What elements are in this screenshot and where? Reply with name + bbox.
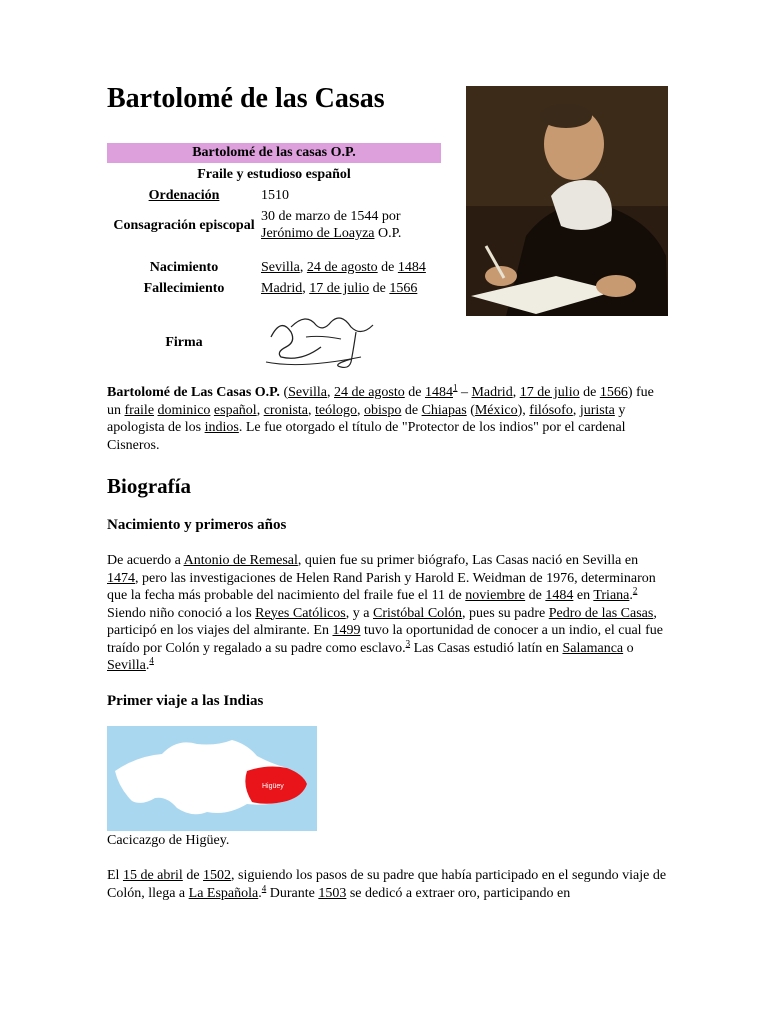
link-colon[interactable]: Cristóbal Colón — [372, 605, 463, 621]
ref-3[interactable]: 3 — [405, 637, 411, 648]
link-teologo[interactable]: teólogo — [315, 402, 358, 418]
link-triana[interactable]: Triana — [593, 588, 630, 603]
link-abril[interactable]: 15 de abril — [122, 868, 183, 883]
link-1484[interactable]: 1484 — [424, 385, 453, 400]
signature-drawing — [261, 307, 381, 373]
link-jurista[interactable]: jurista — [579, 402, 615, 418]
nacimiento-value: Sevilla, 24 de agosto de 1484 — [261, 260, 426, 275]
fallecimiento-label: Fallecimiento — [143, 281, 225, 296]
paragraph-primer-viaje: El 15 de abril de 1502, siguiendo los pasos de su padre que había participado en el segundo viaje de Colón, llega a La Española.$^4$ Durante 1503 se dedicó a extraer oro, participando en — [107, 868, 667, 901]
link-espanola[interactable]: La Española — [188, 885, 259, 901]
link-julio[interactable]: 17 de julio — [519, 385, 580, 400]
link-1484b[interactable]: 1484 — [545, 588, 574, 603]
link-madrid[interactable]: Madrid — [471, 385, 513, 400]
link-1566[interactable]: 1566 — [599, 385, 628, 400]
section-heading-biografia: Biografía — [107, 474, 191, 498]
fallecimiento-value: Madrid, 17 de julio de 1566 — [261, 281, 418, 296]
infobox-row-firma — [107, 307, 441, 377]
nacimiento-place-link[interactable]: Sevilla — [261, 260, 300, 275]
infobox-row-fallecimiento — [107, 278, 441, 299]
map-drawing — [107, 726, 317, 831]
map-region-label: Higüey — [262, 783, 284, 790]
link-espanol[interactable]: español — [213, 402, 257, 418]
link-filosofo[interactable]: filósofo — [529, 402, 573, 418]
link-dominico[interactable]: dominico — [157, 402, 211, 418]
link-1474[interactable]: 1474 — [107, 570, 135, 586]
portrait-drawing — [466, 86, 668, 316]
portrait-image — [466, 86, 668, 316]
infobox-row-consagracion — [107, 205, 441, 245]
loayza-link[interactable]: Jerónimo de Loayza — [261, 226, 375, 241]
infobox-header: Bartolomé de las casas O.P. — [107, 143, 441, 163]
subsection-heading-primer-viaje: Primer viaje a las Indias — [107, 693, 264, 709]
consagracion-value: 30 de marzo de 1544 por Jerónimo de Loayza O.P. — [261, 209, 402, 241]
link-reyes[interactable]: Reyes Católicos — [255, 605, 346, 621]
ref-2[interactable]: 2 — [632, 585, 638, 596]
signature-image — [261, 307, 441, 378]
map-image — [107, 726, 317, 831]
link-fraile[interactable]: fraile — [124, 402, 155, 418]
link-sevilla-2[interactable]: Sevilla — [107, 658, 146, 673]
link-1502[interactable]: 1502 — [203, 868, 232, 883]
link-mexico[interactable]: México — [474, 402, 518, 418]
ref-4[interactable]: 4 — [149, 655, 154, 666]
link-sevilla[interactable]: Sevilla — [288, 385, 327, 400]
infobox-subheader: Fraile y estudioso español — [197, 167, 351, 182]
fallecimiento-place-link[interactable]: Madrid — [261, 281, 303, 296]
infobox — [107, 143, 441, 377]
link-chiapas[interactable]: Chiapas — [421, 402, 467, 418]
fallecimiento-day-link[interactable]: 17 de julio — [309, 281, 370, 296]
intro-paragraph: Bartolomé de Las Casas O.P. (Sevilla, 24 de agosto de 1484$^1$ – Madrid, 17 de julio de 1566) fue un fraile dominico español, cronista, teólogo, obispo de Chiapas (México), filósofo, jurista y apologista de los indios. Le fue otorgado el título de "Protector de los indios" por el cardenal Cisneros. — [107, 382, 654, 453]
ordenacion-value: 1510 — [261, 187, 289, 203]
ordenacion-label[interactable]: Ordenación — [148, 187, 220, 203]
paragraph-nacimiento: De acuerdo a Antonio de Remesal, quien fue su primer biógrafo, Las Casas nació en Sevilla en 1474, pero las investigaciones de Helen Rand Parish y Harold E. Weidman de 1976, determinaron que la fecha más probable del nacimiento del fraile fue el 11 de noviembre de 1484 en Triana.$^2$ Siendo niño conoció a los Reyes Católicos, y a Cristóbal Colón, pues su padre Pedro de las Casas, participó en los viajes del almirante. En 1499 tuvo la oportunidad de conocer a un indio, el cual fue traído por Colón y regalado a su padre como esclavo.$^3$ Las Casas estudió latín en Salamanca o Sevilla.$^4$ — [107, 553, 663, 673]
nacimiento-day-link[interactable]: 24 de agosto — [306, 260, 378, 275]
link-indios[interactable]: indios — [204, 420, 239, 435]
subsection-heading-nacimiento: Nacimiento y primeros años — [107, 517, 287, 533]
infobox-row-nacimiento — [107, 257, 441, 278]
link-noviembre[interactable]: noviembre — [465, 588, 526, 603]
map-caption: Cacicazgo de Higüey. — [107, 833, 230, 848]
ref-1[interactable]: 1 — [452, 382, 458, 393]
nacimiento-label: Nacimiento — [149, 260, 219, 275]
link-1503[interactable]: 1503 — [318, 885, 347, 901]
link-pedro[interactable]: Pedro de las Casas — [548, 605, 654, 621]
link-remesal[interactable]: Antonio de Remesal — [183, 553, 298, 568]
link-agosto[interactable]: 24 de agosto — [334, 385, 405, 400]
link-cronista[interactable]: cronista — [263, 402, 309, 418]
nacimiento-year-link[interactable]: 1484 — [397, 260, 426, 275]
page-title: Bartolomé de las Casas — [107, 83, 385, 114]
link-1499[interactable]: 1499 — [332, 623, 361, 638]
ref-4b[interactable]: 4 — [261, 882, 267, 893]
link-obispo[interactable]: obispo — [364, 402, 402, 418]
infobox-row-ordenacion — [107, 185, 441, 205]
consagracion-label: Consagración episcopal — [113, 217, 255, 233]
fallecimiento-year-link[interactable]: 1566 — [389, 281, 418, 296]
firma-label: Firma — [165, 334, 203, 350]
link-salamanca[interactable]: Salamanca — [562, 640, 624, 656]
